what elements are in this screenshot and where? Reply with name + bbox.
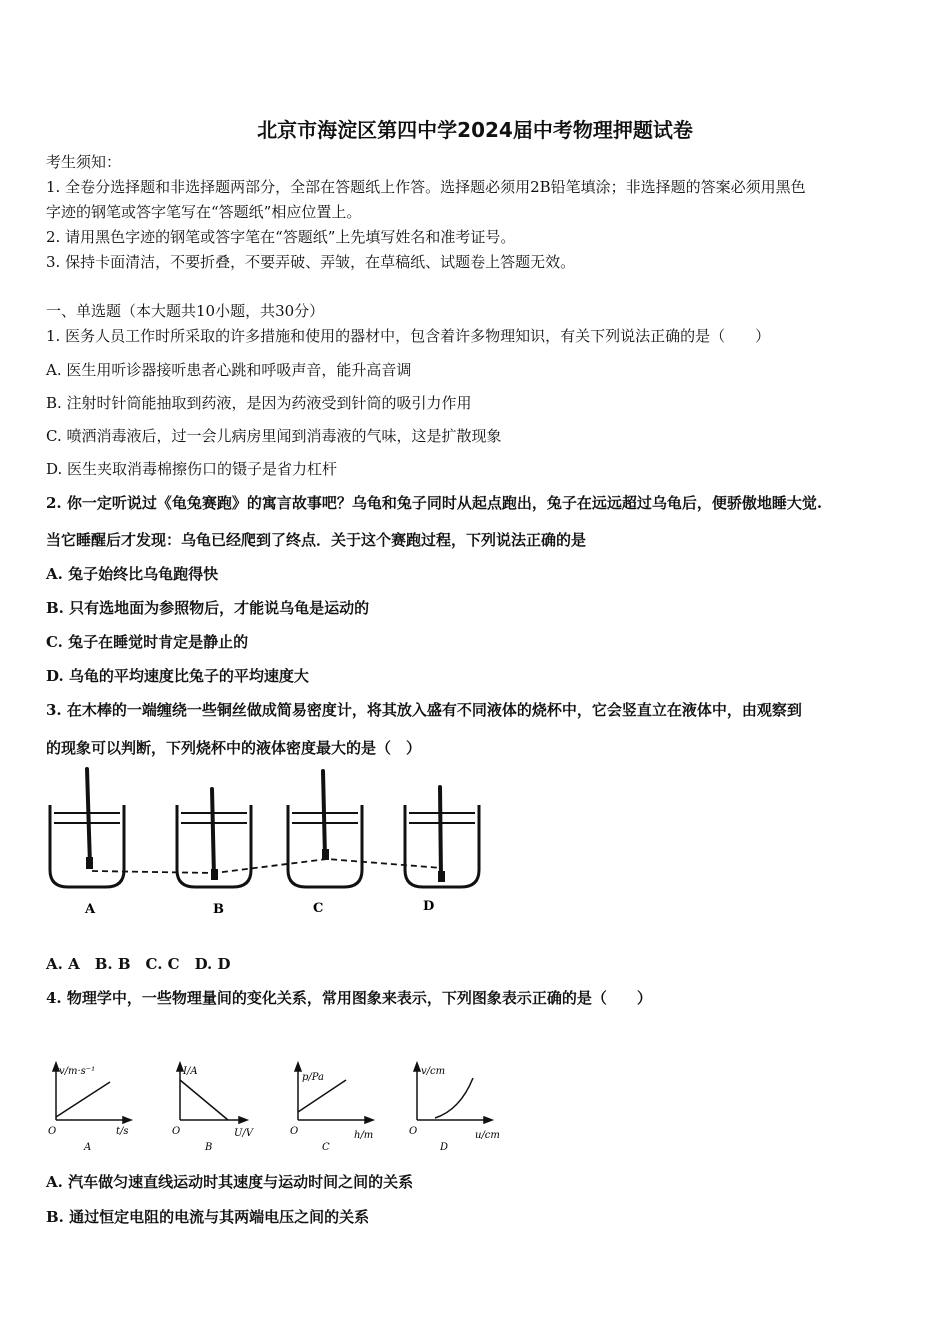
q1-option-d: D. 医生夹取消毒棉擦伤口的镊子是省力杠杆 <box>46 460 338 478</box>
graph-b-ylabel: I/A <box>183 1066 198 1077</box>
q3-answer-row: A. A B. B C. C D. D <box>46 955 231 973</box>
graph-c <box>286 1060 386 1155</box>
graph-d-label: D <box>440 1142 449 1153</box>
q3-stem-2: 的现象可以判断，下列烧杯中的液体密度最大的是（ ） <box>46 739 422 757</box>
notice-item: 2. 请用黑色字迹的钢笔或答字笔在“答题纸”上先填写姓名和准考证号。 <box>46 228 516 246</box>
beaker-label-c: C <box>313 901 324 916</box>
graph-c-label: C <box>322 1142 330 1153</box>
beaker-label-a: A <box>85 902 96 917</box>
graph-b-origin: O <box>172 1126 181 1137</box>
graph-a-label: A <box>84 1142 92 1153</box>
graph-a-xlabel: t/s <box>116 1126 129 1137</box>
q1-stem: 1. 医务人员工作时所采取的许多措施和使用的器材中，包含着许多物理知识，有关下列说法正确的是（ ） <box>46 327 771 345</box>
graph-d-origin: O <box>409 1126 418 1137</box>
section-heading: 一、单选题（本大题共10小题，共30分） <box>46 302 325 320</box>
graph-d-xlabel: u/cm <box>475 1130 500 1141</box>
q2-option-a: A. 兔子始终比乌龟跑得快 <box>46 565 219 583</box>
q1-option-a: A. 医生用听诊器接听患者心跳和呼吸声音，能升高音调 <box>46 361 412 379</box>
graph-b-label: B <box>205 1142 213 1153</box>
q1-option-c: C. 喷洒消毒液后，过一会儿病房里闻到消毒液的气味，这是扩散现象 <box>46 427 502 445</box>
graph-a <box>44 1060 139 1155</box>
notice-item: 1. 全卷分选择题和非选择题两部分，全部在答题纸上作答。选择题必须用2B铅笔填涂；非选择题的答案必须用黑色 <box>46 178 806 196</box>
graph-c-ylabel: p/Pa <box>302 1072 325 1083</box>
q2-stem-2: 当它睡醒后才发现：乌龟已经爬到了终点．关于这个赛跑过程，下列说法正确的是 <box>46 531 587 549</box>
q4-option-b: B. 通过恒定电阻的电流与其两端电压之间的关系 <box>46 1208 370 1226</box>
graph-c-origin: O <box>290 1126 299 1137</box>
beaker-label-b: B <box>213 902 224 917</box>
notice-item: 字迹的钢笔或答字笔写在“答题纸”相应位置上。 <box>46 203 362 221</box>
q2-option-b: B. 只有选地面为参照物后，才能说乌龟是运动的 <box>46 599 370 617</box>
graph-b-xlabel: U/V <box>234 1128 254 1139</box>
q4-stem: 4. 物理学中，一些物理量间的变化关系，常用图象来表示，下列图象表示正确的是（ ） <box>46 989 652 1007</box>
graph-c-xlabel: h/m <box>354 1130 374 1141</box>
q1-option-b: B. 注射时针筒能抽取到药液，是因为药液受到针筒的吸引力作用 <box>46 394 472 412</box>
q4-option-a: A. 汽车做匀速直线运动时其速度与运动时间之间的关系 <box>46 1173 414 1191</box>
graph-a-ylabel: v/m·s⁻¹ <box>59 1066 96 1077</box>
q2-option-c: C. 兔子在睡觉时肯定是静止的 <box>46 633 249 651</box>
graph-b <box>168 1060 263 1155</box>
notice-item: 3. 保持卡面清洁，不要折叠，不要弄破、弄皱，在草稿纸、试题卷上答题无效。 <box>46 253 576 271</box>
q2-option-d: D. 乌龟的平均速度比兔子的平均速度大 <box>46 667 309 685</box>
graph-d-ylabel: v/cm <box>421 1066 446 1077</box>
notice-heading: 考生须知： <box>46 153 122 171</box>
beaker-label-d: D <box>423 899 435 914</box>
page-title: 北京市海淀区第四中学2024届中考物理押题试卷 <box>257 118 693 142</box>
graph-d <box>405 1060 510 1155</box>
q3-stem-1: 3. 在木棒的一端缠绕一些铜丝做成简易密度计，将其放入盛有不同液体的烧杯中，它会竖直立在液体中，由观察到 <box>46 701 802 719</box>
q2-stem-1: 2. 你一定听说过《龟兔赛跑》的寓言故事吧？乌龟和兔子同时从起点跑出，兔子在远远超过乌龟后，便骄傲地睡大觉. <box>46 494 823 512</box>
beaker-figure <box>40 765 490 925</box>
graph-a-origin: O <box>48 1126 57 1137</box>
